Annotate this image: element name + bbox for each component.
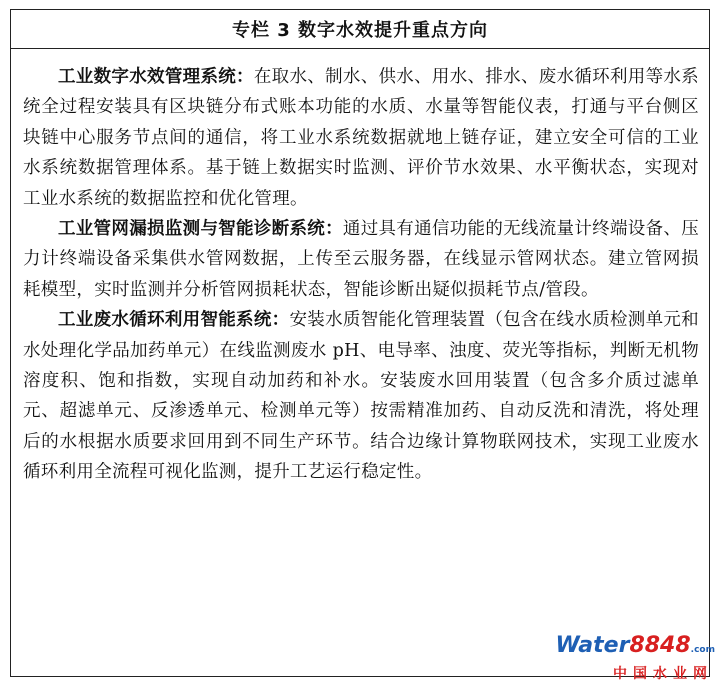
watermark-brand-prefix: Water — [555, 633, 630, 658]
section-digital-water-efficiency — [23, 62, 699, 214]
section-wastewater-recycling — [23, 305, 699, 487]
watermark-brand-number: 8848 — [629, 633, 691, 658]
box-title: 专栏 3 数字水效提升重点方向 — [231, 20, 489, 41]
watermark-tagline: 中国水业网 — [613, 666, 713, 682]
watermark-logo — [555, 633, 715, 683]
watermark-brand-suffix: .com — [690, 645, 715, 655]
title-row — [11, 10, 709, 49]
box-content — [11, 49, 709, 488]
section-heading: 工业数字水效管理系统： — [58, 67, 254, 87]
feature-box — [10, 9, 710, 677]
section-text: 在取水、制水、供水、用水、排水、废水循环利用等水系统全过程安装具有区块链分布式账本功能的水质、水量等智能仪表，打通与平台侧区块链中心服务节点间的通信，将工业水系统数据就地上链存证，建立安全可信的工业水系统数据管理体系。基于链上数据实时监测、评价节水效果、水平衡状态，实现对工业水系统的数据监控和优化管理。 — [23, 67, 699, 209]
watermark-brand — [556, 633, 715, 658]
section-heading: 工业废水循环利用智能系统： — [58, 310, 290, 331]
section-heading: 工业管网漏损监测与智能诊断系统： — [58, 219, 343, 240]
section-leak-monitoring — [23, 214, 699, 305]
section-text: 通过具有通信功能的无线流量计终端设备、压力计终端设备采集供水管网数据，上传至云服务器，在线显示管网状态。建立管网损耗模型，实时监测并分析管网损耗状态，智能诊断出疑似损耗节点/管段。 — [23, 219, 699, 300]
section-text: 安装水质智能化管理装置（包含在线水质检测单元和水处理化学品加药单元）在线监测废水 pH、电导率、浊度、荧光等指标，判断无机物溶度积、饱和指数，实现自动加药和补水。安装废水回用装置（包含多介质过滤单元、超滤单元、反渗透单元、检测单元等）按需精准加药、自动反洗和清洗，将处理后的水根据水质要求回用到不同生产环节。结合边缘计算物联网技术，实现工业废水循环利用全流程可视化监测，提升工艺运行稳定性。 — [23, 310, 699, 483]
